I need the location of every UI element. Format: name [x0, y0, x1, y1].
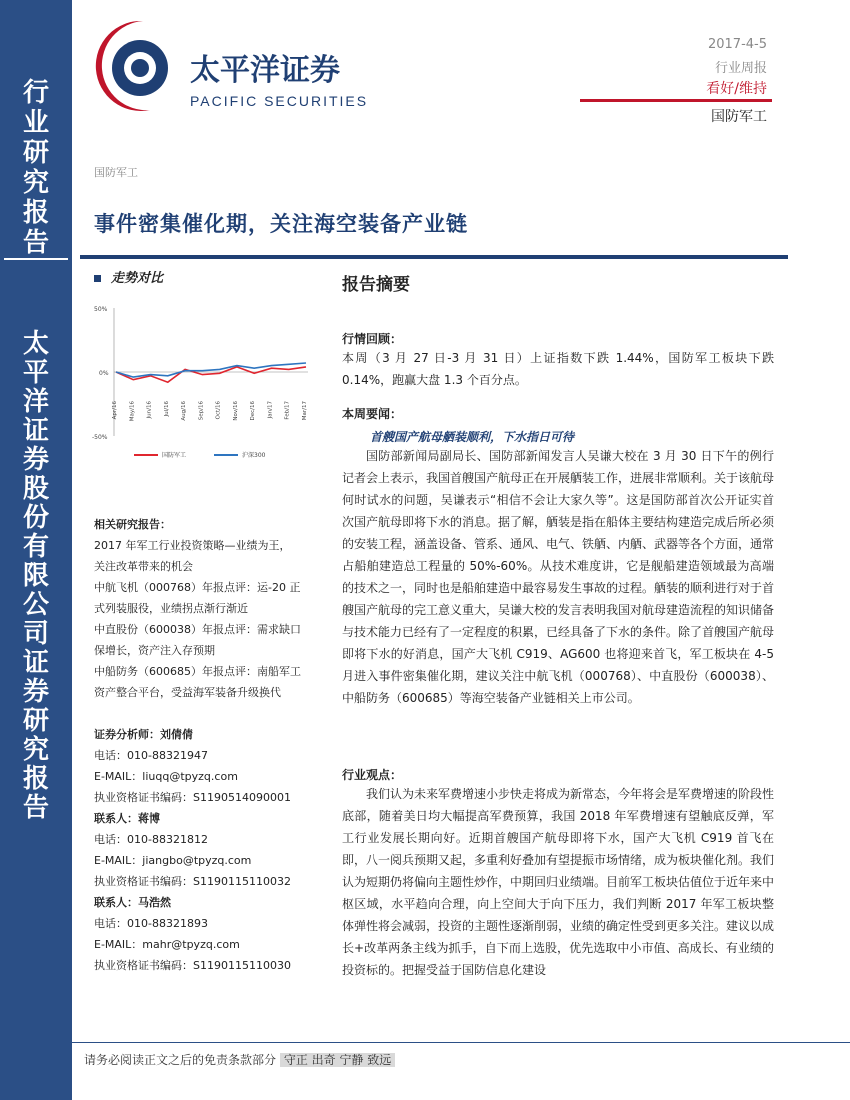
sidebar-char: 行 [22, 78, 49, 108]
sidebar-char: 告 [22, 228, 49, 258]
analyst-name: 证券分析师：刘倩倩 [94, 728, 193, 741]
title-divider [80, 255, 788, 259]
contact-name: 联系人：马浩然 [94, 896, 171, 909]
contact-name: 联系人：蒋博 [94, 812, 160, 825]
analyst-cert: 执业资格证书编码：S1190514090001 [94, 791, 291, 804]
legend-label-hs300: 沪深300 [242, 452, 266, 459]
sidebar-char: 报 [22, 764, 49, 794]
report-date: 2017-4-5 [707, 37, 767, 52]
company-logo [88, 16, 368, 116]
sidebar-char: 限 [22, 561, 49, 591]
sidebar-char: 股 [22, 474, 49, 504]
x-tick-label: Sep/16 [198, 401, 205, 421]
related-heading: 相关研究报告： [94, 518, 171, 531]
contact-phone: 电话：010-88321812 [94, 833, 208, 846]
contact-cert: 执业资格证书编码：S1190115110030 [94, 959, 291, 972]
industry-view-heading: 行业观点： [342, 768, 403, 782]
page-title: 事件密集催化期，关注海空装备产业链 [94, 211, 468, 236]
series-line-hs300 [116, 363, 306, 377]
market-review-paragraph: 本周（3 月 27 日-3 月 31 日）上证指数下跌 1.44%，国防军工板块下跌 0.14%，跑赢大盘 1.3 个百分点。 [342, 351, 774, 387]
x-tick-label: Oct/16 [215, 401, 222, 420]
contact-cert: 执业资格证书编码：S1190115110032 [94, 875, 291, 888]
x-tick-label: May/16 [129, 401, 136, 422]
sidebar-char: 太 [22, 329, 49, 359]
x-tick-label: Apr/16 [112, 401, 118, 420]
sidebar-char: 券 [22, 445, 49, 475]
sidebar-char: 公 [22, 590, 49, 620]
sidebar-char: 证 [22, 648, 49, 678]
rating-underline [580, 99, 772, 102]
market-review-heading: 行情回顾： [342, 332, 403, 346]
x-tick-group [112, 401, 308, 422]
related-item[interactable]: 式列装服役，业绩拐点渐行渐近 [94, 602, 248, 615]
sidebar-char: 券 [22, 677, 49, 707]
y-tick-label: 0% [99, 370, 109, 377]
trend-heading-text: 走势对比 [111, 271, 164, 286]
x-tick-label: Jul/16 [163, 401, 170, 417]
trend-heading [94, 267, 163, 286]
related-item[interactable]: 2017 年军工行业投资策略—业绩为王， [94, 539, 291, 552]
sidebar-char: 司 [22, 619, 49, 649]
bullet-square-icon [94, 275, 101, 282]
contact-email[interactable]: E-MAIL：mahr@tpyzq.com [94, 938, 240, 951]
contact-email[interactable]: E-MAIL：jiangbo@tpyzq.com [94, 854, 252, 867]
x-tick-label: Nov/16 [232, 401, 239, 421]
subsector-label: 国防军工 [94, 166, 138, 179]
sidebar-char: 究 [22, 168, 49, 198]
x-tick-label: Jun/16 [146, 401, 153, 419]
sidebar-char: 研 [22, 138, 49, 168]
sidebar-company-label [0, 330, 72, 823]
sidebar-char: 研 [22, 706, 49, 736]
news-paragraph: 国防部新闻局副局长、国防部新闻发言人吴谦大校在 3 月 30 日下午的例行记者会上表示，我国首艘国产航母正在开展舾装工作，进展非常顺利。关于该航母何时试水的问题，吴谦表示“相信不会让大家久等”。这是国防部首次公开证实首次国产航母即将下水的消息。据了解，舾装是指在船体主要结构建造完成后所必须的安装工程，涵盖设备、管系、通风、电气、铁舾、内舾、武器等各个方面，通常占船舶建造总工程量的 50%-60%。从技术难度讲，它是舰船建造领域最为高端的技术之一，同时也是船舶建造中最容易发生事故的过程。舾装的顺利进行对于首艘国产航母的完工意义重大，吴谦大校的发言表明我国对航母建造流程的知识储备与技术能力已经有了一定程度的积累，已经具备了下水的条件。除了首艘国产航母即将下水的好消息，国产大飞机 C919、AG600 也将迎来首飞，军工板块在 4-5 月进入事件密集催化期，建议关注中航飞机（000768）、中直股份（600038）、中船防务（600685）等海空装备产业链相关上市公司。 [342, 449, 775, 705]
related-item[interactable]: 资产整合平台，受益海军装备升级换代 [94, 686, 281, 699]
market-review-text [342, 347, 774, 391]
x-tick-label: Jan/17 [267, 401, 274, 419]
logo-cn-text: 太平洋证券 [190, 53, 340, 88]
related-item[interactable]: 中航飞机（000768）年报点评：运-20 正 [94, 581, 301, 594]
related-reports [94, 514, 324, 703]
sidebar-char: 证 [22, 416, 49, 446]
footer-motto: 守正 出奇 宁静 致远 [280, 1053, 395, 1067]
sidebar-char: 究 [22, 735, 49, 765]
x-tick-label: Dec/16 [250, 401, 257, 421]
industry-view-paragraph: 我们认为未来军费增速小步快走将成为新常态，今年将会是军费增速的阶段性底部，随着美日均大幅提高军费预算，我国 2018 年军费增速有望触底反弹，军工行业发展长期向好。近期首艘国产航母即将下水，国产大飞机 C919 首飞在即，八一阅兵预期又起，多重利好叠加有望提振市场情绪，成为板块催化剂。我们认为短期仍将偏向主题性炒作，中期回归业绩端。目前军工板块估值位于近年来中枢区域，水平趋向合理，向上空间大于向下压力，我们判断 2017 年军工板块整体弹性将会减弱，投资的主题性逐渐削弱，业绩的确定性受到更多关注。建议以成长+改革两条主线为抓手，自下而上选股，优先选取中小市值、高成长、有业绩的投资标的。把握受益于国防信息化建设 [342, 787, 775, 977]
rating-label: 看好/维持 [706, 81, 767, 97]
footer-divider [72, 1042, 850, 1043]
related-item[interactable]: 中船防务（600685）年报点评：南船军工 [94, 665, 301, 678]
trend-chart [86, 300, 318, 468]
legend-label-defense: 国防军工 [162, 452, 187, 459]
footer-disclaimer: 请务必阅读正文之后的免责条款部分 [84, 1053, 277, 1067]
y-tick-label: -50% [92, 434, 108, 441]
sidebar-char: 业 [22, 108, 49, 138]
logo-en-text: PACIFIC SECURITIES [190, 93, 368, 109]
sidebar-char: 告 [22, 793, 49, 823]
y-tick-label: 50% [94, 306, 108, 313]
sidebar-divider [4, 258, 68, 260]
analyst-phone: 电话：010-88321947 [94, 749, 208, 762]
x-tick-label: Aug/16 [181, 401, 188, 421]
news-heading: 本周要闻： [342, 407, 403, 421]
series-group [116, 363, 306, 382]
report-type: 行业周报 [714, 61, 767, 76]
related-item[interactable]: 保增长，资产注入存预期 [94, 644, 215, 657]
industry-view-text [342, 783, 774, 981]
series-line-defense [116, 367, 306, 382]
sector-label: 国防军工 [711, 109, 767, 125]
sidebar-char: 有 [22, 532, 49, 562]
footer [84, 1051, 395, 1068]
analyst-email[interactable]: E-MAIL：liuqq@tpyzq.com [94, 770, 238, 783]
news-subheading: 首艘国产航母舾装顺利，下水指日可待 [370, 430, 575, 444]
related-item[interactable]: 中直股份（600038）年报点评：需求缺口 [94, 623, 301, 636]
sidebar-char: 份 [22, 503, 49, 533]
contact-phone: 电话：010-88321893 [94, 917, 208, 930]
logo-emblem-icon [88, 16, 368, 116]
summary-heading: 报告摘要 [342, 275, 410, 295]
sidebar-report-category [0, 78, 72, 258]
related-item[interactable]: 关注改革带来的机会 [94, 560, 193, 573]
sidebar-char: 平 [22, 358, 49, 388]
x-tick-label: Feb/17 [284, 401, 291, 420]
sidebar-char: 洋 [22, 387, 49, 417]
news-text [342, 445, 774, 709]
analyst-contacts [94, 724, 324, 976]
x-tick-label: Mar/17 [302, 401, 308, 421]
left-sidebar [0, 0, 72, 1100]
sidebar-char: 报 [22, 198, 49, 228]
